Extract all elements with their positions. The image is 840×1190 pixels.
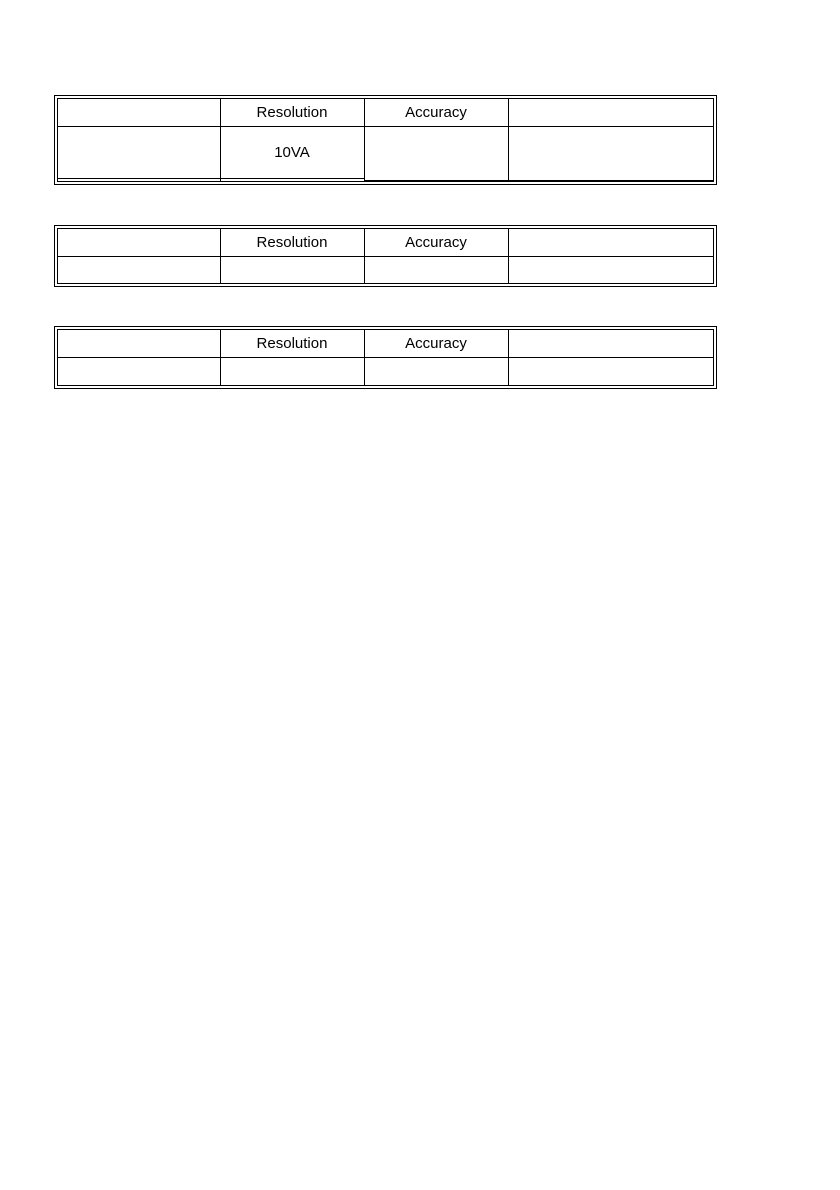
spec-table-3-grid [58, 330, 713, 385]
header-cell-notes [508, 99, 713, 126]
accuracy-cell [364, 256, 508, 283]
header-cell-label [58, 330, 220, 357]
table-header-row [58, 99, 713, 126]
table-row [58, 256, 713, 283]
notes-cell [508, 357, 713, 385]
table-header-row [58, 229, 713, 256]
resolution-cell [220, 256, 364, 283]
resolution-cell [220, 179, 364, 181]
row-label-cell [58, 256, 220, 283]
accuracy-cell [364, 126, 508, 181]
resolution-cell: 10VA [220, 126, 364, 179]
header-cell-resolution: Resolution [220, 229, 364, 256]
header-cell-accuracy: Accuracy [364, 99, 508, 126]
notes-cell [508, 126, 713, 181]
spec-table-3 [54, 326, 717, 389]
header-cell-accuracy: Accuracy [364, 229, 508, 256]
header-cell-resolution: Resolution [220, 99, 364, 126]
resolution-cell [220, 357, 364, 385]
header-cell-label [58, 229, 220, 256]
header-cell-label [58, 99, 220, 126]
table-header-row [58, 330, 713, 357]
header-cell-resolution: Resolution [220, 330, 364, 357]
spec-table-1-grid [58, 99, 713, 181]
notes-cell [508, 256, 713, 283]
row-label-cell [58, 126, 220, 179]
spec-table-2-grid [58, 229, 713, 283]
row-label-cell [58, 179, 220, 181]
row-label-cell [58, 357, 220, 385]
header-cell-accuracy: Accuracy [364, 330, 508, 357]
accuracy-cell [364, 357, 508, 385]
spec-table-1 [54, 95, 717, 185]
header-cell-notes [508, 330, 713, 357]
table-row [58, 126, 713, 179]
header-cell-notes [508, 229, 713, 256]
table-row [58, 357, 713, 385]
spec-table-2 [54, 225, 717, 287]
